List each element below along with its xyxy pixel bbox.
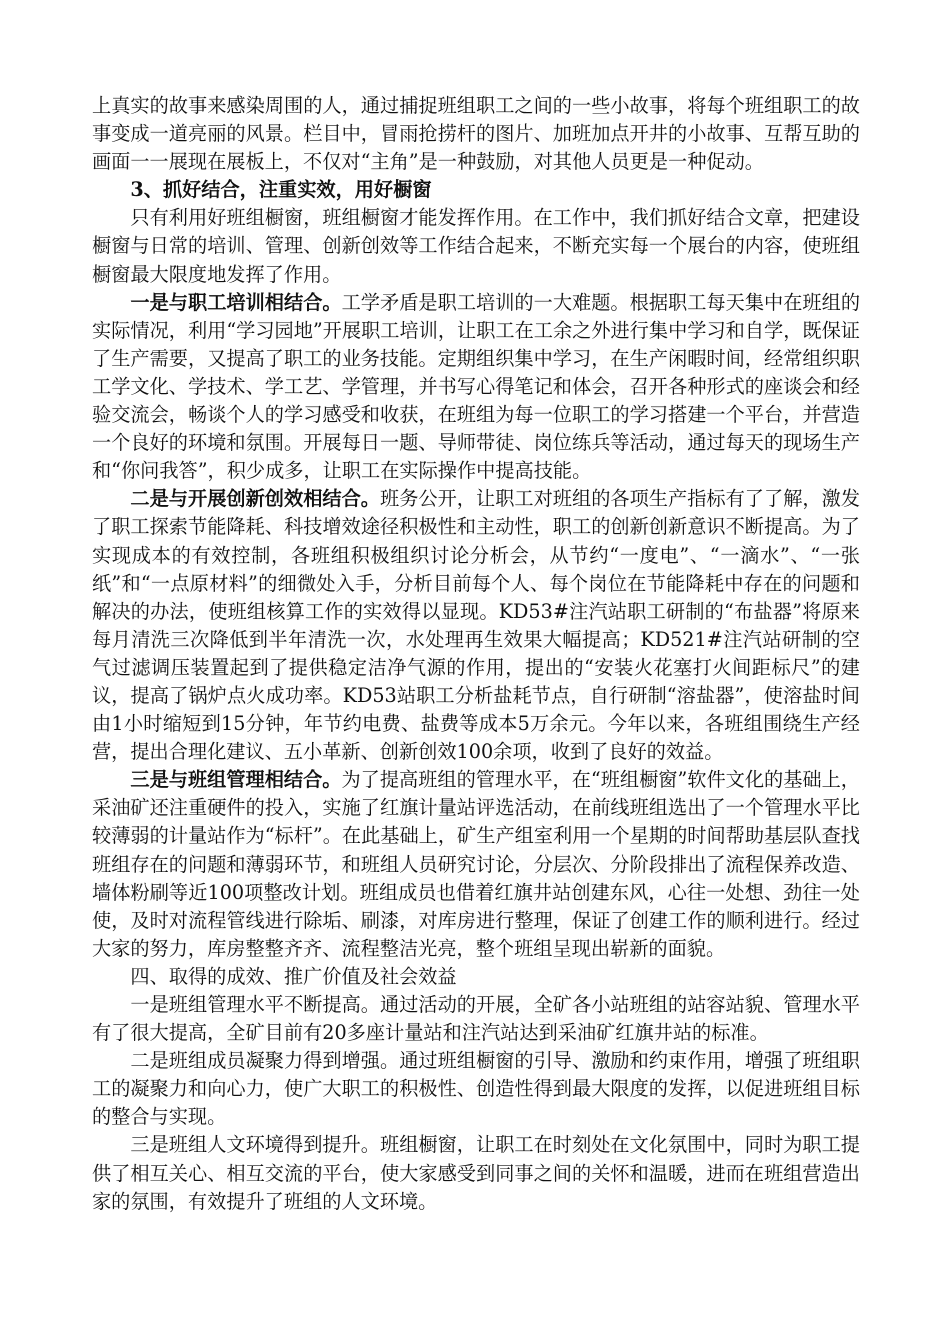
paragraph-training	[92, 289, 860, 486]
paragraph-result-2: 二是班组成员凝聚力得到增强。通过班组橱窗的引导、激励和约束作用，增强了班组职工的凝聚力和向心力，使广大职工的积极性、创造性得到最大限度的发挥，以促进班组目标的整合与实现。	[92, 1049, 860, 1129]
paragraph-continuation: 上真实的故事来感染周围的人，通过捕捉班组职工之间的一些小故事，将每个班组职工的故事变成一道亮丽的风景。栏目中，冒雨抢捞杆的图片、加班加点开井的小故事、互帮互助的画面一一展现在展板上，不仅对“主角”是一种鼓励，对其他人员更是一种促动。	[92, 94, 860, 174]
paragraph-intro: 只有利用好班组橱窗，班组橱窗才能发挥作用。在工作中，我们抓好结合文章，把建设橱窗与日常的培训、管理、创新创效等工作结合起来，不断充实每一个展台的内容，使班组橱窗最大限度地发挥了作用。	[92, 206, 860, 286]
paragraph-result-1: 一是班组管理水平不断提高。通过活动的开展，全矿各小站班组的站容站貌、管理水平有了很大提高，全矿目前有20多座计量站和注汽站达到采油矿红旗井站的标准。	[92, 993, 860, 1045]
body-innovation: 班务公开，让职工对班组的各项生产指标有了了解，激发了职工探索节能降耗、科技增效途径积极性和主动性，职工的创新创新意识不断提高。为了实现成本的有效控制，各班组积极组织讨论分析会，从节约“一度电”、“一滴水”、“一张纸”和“一点原材料”的细微处入手，分析目前每个人、每个岗位在节能降耗中存在的问题和解决的办法，使班组核算工作的实效得以显现。KD53#注汽站职工研制的“布盐器”将原来每月清洗三次降低到半年清洗一次，水处理再生效果大幅提高；KD521#注汽站研制的空气过滤调压装置起到了提供稳定洁净气源的作用，提出的“安装火花塞打火间距标尺”的建议，提高了锅炉点火成功率。KD53站职工分析盐耗节点，自行研制“溶盐器”，使溶盐时间由1小时缩短到15分钟，年节约电费、盐费等成本5万余元。今年以来，各班组围绕生产经营，提出合理化建议、五小革新、创新创效100余项，收到了良好的效益。	[92, 487, 861, 764]
body-management: 为了提高班组的管理水平，在“班组橱窗”软件文化的基础上，采油矿还注重硬件的投入，实施了红旗计量站评选活动，在前线班组选出了一个管理水平比较薄弱的计量站作为“标杆”。在此基础上，矿生产组室利用一个星期的时间帮助基层队查找班组存在的问题和薄弱环节，和班组人员研究讨论，分层次、分阶段排出了流程保养改造、墙体粉刷等近100项整改计划。班组成员也借着红旗井站创建东风，心往一处想、劲往一处使，及时对流程管线进行除垢、刷漆，对库房进行整理，保证了创建工作的顺利进行。经过大家的努力，库房整整齐齐、流程整洁光亮，整个班组呈现出崭新的面貌。	[92, 768, 860, 960]
paragraph-management	[92, 766, 860, 963]
section-heading-4: 四、取得的成效、推广价值及社会效益	[130, 964, 457, 988]
lead-innovation: 二是与开展创新创效相结合。	[130, 487, 380, 511]
section-heading-3: 3、抓好结合，注重实效，用好橱窗	[130, 178, 432, 202]
lead-training: 一是与职工培训相结合。	[130, 290, 342, 314]
paragraph-innovation	[92, 485, 860, 766]
lead-management: 三是与班组管理相结合。	[130, 768, 342, 792]
document-page	[92, 92, 860, 1216]
paragraph-result-3: 三是班组人文环境得到提升。班组橱窗，让职工在时刻处在文化氛围中，同时为职工提供了相互关心、相互交流的平台，使大家感受到同事之间的关怀和温暖，进而在班组营造出家的氛围，有效提升了班组的人文环境。	[92, 1133, 860, 1213]
body-training: 工学矛盾是职工培训的一大难题。根据职工每天集中在班组的实际情况，利用“学习园地”开展职工培训，让职工在工余之外进行集中学习和自学，既保证了生产需要，又提高了职工的业务技能。定期组织集中学习，在生产闲暇时间，经常组织职工学文化、学技术、学工艺、学管理，并书写心得笔记和体会，召开各种形式的座谈会和经验交流会，畅谈个人的学习感受和收获，在班组为每一位职工的学习搭建一个平台，并营造一个良好的环境和氛围。开展每日一题、导师带徒、岗位练兵等活动，通过每天的现场生产和“你问我答”，积少成多，让职工在实际操作中提高技能。	[92, 290, 861, 483]
